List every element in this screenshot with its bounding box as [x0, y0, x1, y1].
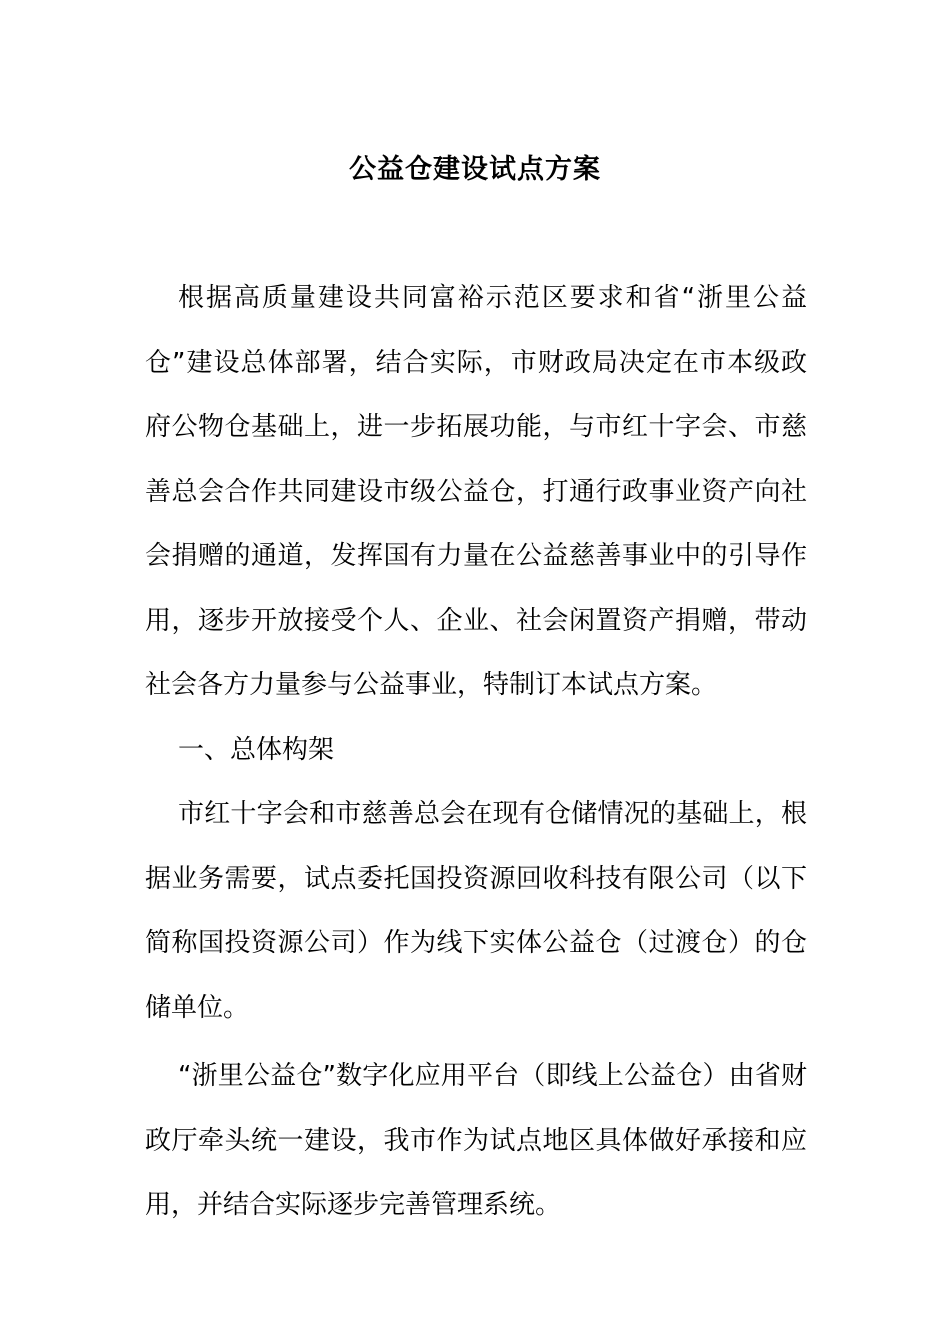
paragraph-online-platform: “浙里公益仓”数字化应用平台（即线上公益仓）由省财政厅牵头统一建设，我市作为试点地区具体做好承接和应用，并结合实际逐步完善管理系统。 — [145, 1061, 807, 1220]
section-heading-overall-framework: 一、总体构架 — [178, 734, 335, 765]
document-title: 公益仓建设试点方案 — [349, 154, 601, 185]
paragraph-offline-warehouse: 市红十字会和市慈善总会在现有仓储情况的基础上，根据业务需要，试点委托国投资源回收科技有限公司（以下简称国投资源公司）作为线下实体公益仓（过渡仓）的仓储单位。 — [145, 799, 807, 1023]
paragraph-intro: 根据高质量建设共同富裕示范区要求和省“浙里公益仓”建设总体部署，结合实际，市财政局决定在市本级政府公物仓基础上，进一步拓展功能，与市红十字会、市慈善总会合作共同建设市级公益仓，打通行政事业资产向社会捐赠的通道，发挥国有力量在公益慈善事业中的引导作用，逐步开放接受个人、企业、社会闲置资产捐赠，带动社会各方力量参与公益事业，特制订本试点方案。 — [145, 283, 807, 700]
document-body — [145, 266, 807, 1238]
